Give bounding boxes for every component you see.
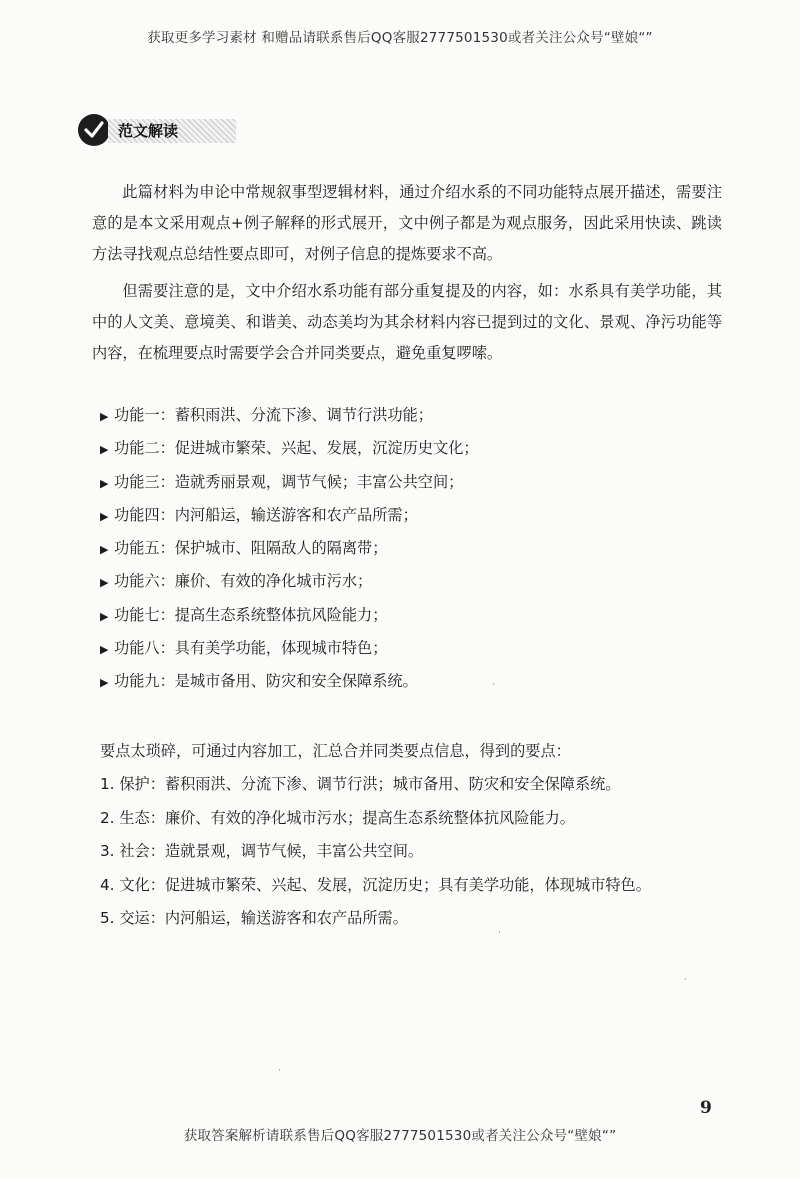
function-text: 功能五：保护城市、阻隔敌人的隔离带； <box>114 539 388 558</box>
function-item <box>100 404 479 437</box>
triangle-bullet-icon: ▶ <box>100 643 109 657</box>
page-footer: 获取答案解析请联系售后QQ客服2777501530或者关注公众号“壁娘“” <box>183 1128 617 1144</box>
function-item <box>100 537 479 570</box>
paragraph-1: 此篇材料为申论中常规叙事型逻辑材料，通过介绍水系的不同功能特点展开描述，需要注意的是本文采用观点+例子解释的形式展开，文中例子都是为观点服务，因此采用快读、跳读方法寻找观点总结性要点即可，对例子信息的提炼要求不高。 <box>92 183 722 263</box>
function-text: 功能六：廉价、有效的净化城市污水； <box>114 572 373 591</box>
function-item <box>100 437 479 470</box>
triangle-bullet-icon: ▶ <box>100 410 109 423</box>
key-points-list <box>100 773 651 941</box>
function-text: 功能四：内河船运，输送游客和农产品所需； <box>114 505 418 524</box>
function-item <box>100 504 479 537</box>
key-point: 4. 文化：促进城市繁荣、兴起、发展，沉淀历史；具有美学功能，体现城市特色。 <box>100 875 651 894</box>
check-icon <box>78 114 110 146</box>
function-text: 功能三：造就秀丽景观，调节气候；丰富公共空间； <box>114 472 464 491</box>
function-list <box>100 404 479 704</box>
function-text: 功能二：促进城市繁荣、兴起、发展，沉淀历史文化； <box>114 439 479 458</box>
key-point: 1. 保护：蓄积雨洪、分流下渗、调节行洪；城市备用、防灾和安全保障系统。 <box>100 775 621 793</box>
key-point: 2. 生态：廉价、有效的净化城市污水；提高生态系统整体抗风险能力。 <box>100 808 575 827</box>
function-text: 功能七：提高生态系统整体抗风险能力； <box>114 605 388 624</box>
scan-speck: · <box>684 975 687 985</box>
triangle-bullet-icon: ▶ <box>100 443 109 457</box>
page-header: 获取更多学习素材 和赠品请联系售后QQ客服2777501530或者关注公众号“壁娘“” <box>147 30 653 46</box>
triangle-bullet-icon: ▶ <box>100 576 109 590</box>
summary-intro: 要点太琐碎，可通过内容加工，汇总合并同类要点信息，得到的要点： <box>100 742 571 760</box>
triangle-bullet-icon: ▶ <box>100 609 109 623</box>
function-item <box>100 604 479 637</box>
key-point: 5. 交运：内河船运，输送游客和农产品所需。 <box>100 909 408 927</box>
triangle-bullet-icon: ▶ <box>100 676 109 690</box>
paragraph-2: 但需要注意的是，文中介绍水系功能有部分重复提及的内容，如：水系具有美学功能，其中的人文美、意境美、和谐美、动态美均为其余材料内容已提到过的文化、景观、净污功能等内容，在梳理要点时需要学会合并同类要点，避免重复啰嗦。 <box>92 282 722 362</box>
triangle-bullet-icon: ▶ <box>100 509 109 523</box>
triangle-bullet-icon: ▶ <box>100 543 109 557</box>
scan-speck: · <box>492 680 495 690</box>
function-item <box>100 471 479 504</box>
scan-speck: · <box>278 1066 281 1076</box>
scan-speck: · <box>498 928 501 938</box>
key-point: 3. 社会：造就景观，调节气候，丰富公共空间。 <box>100 842 424 860</box>
function-text: 功能八：具有美学功能，体现城市特色； <box>114 639 388 658</box>
section-title: 范文解读 <box>108 119 236 143</box>
function-item <box>100 670 479 703</box>
page-number: 9 <box>700 1098 712 1118</box>
function-item <box>100 637 479 670</box>
function-text: 功能一：蓄积雨洪、分流下渗、调节行洪功能； <box>114 406 433 424</box>
function-item <box>100 570 479 603</box>
function-text: 功能九：是城市备用、防灾和安全保障系统。 <box>114 672 418 691</box>
triangle-bullet-icon: ▶ <box>100 476 109 490</box>
